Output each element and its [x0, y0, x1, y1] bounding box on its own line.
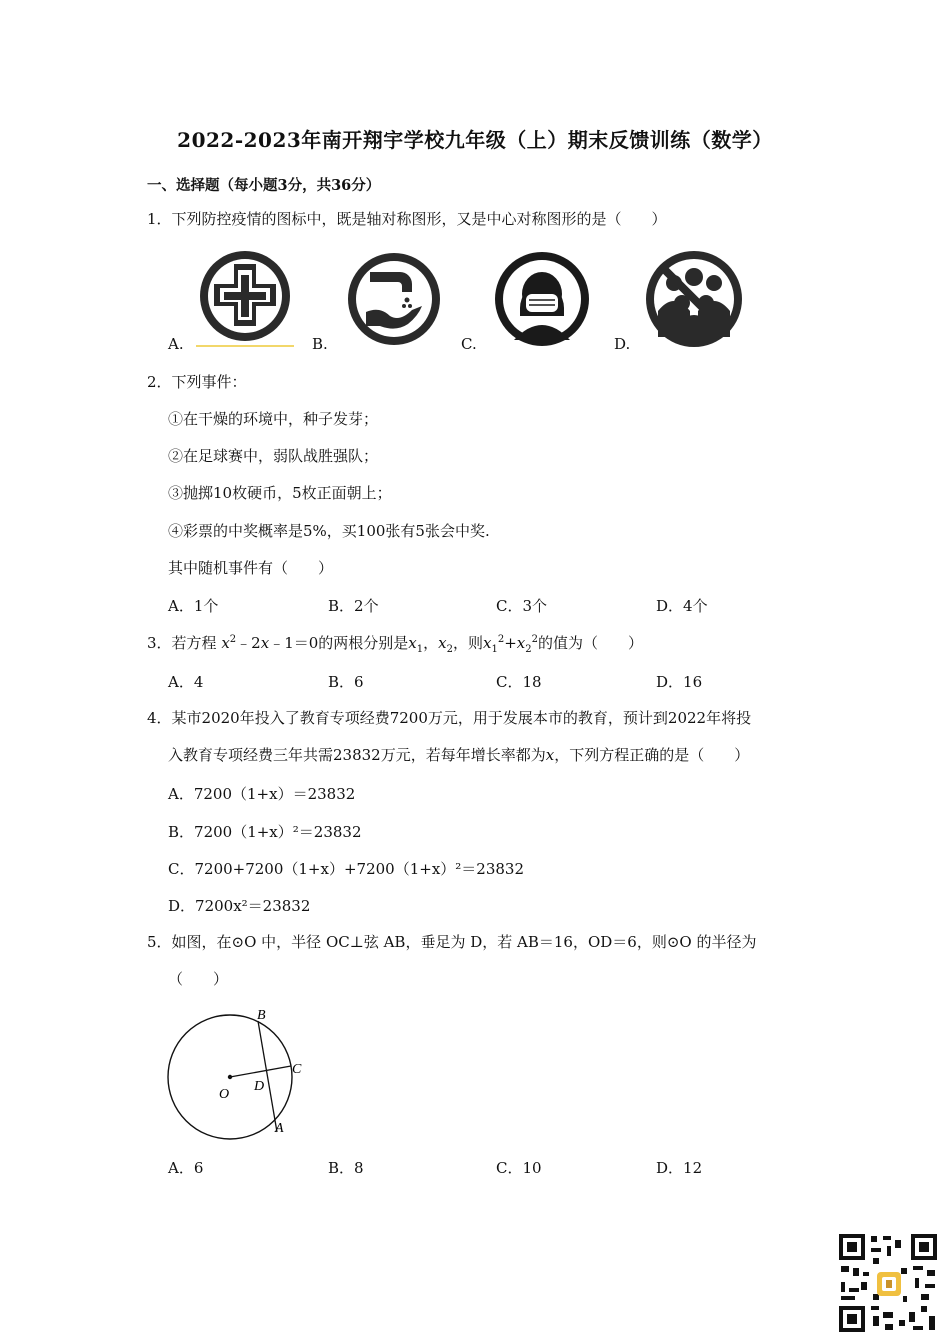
q4-option-c: C．7200+7200（1+x）+7200（1+x）²＝23832: [168, 860, 525, 878]
question-5-line-2: （ ）: [168, 970, 229, 988]
label-o: O: [219, 1087, 230, 1102]
page-title: 2022-2023年南开翔宇学校九年级（上）期末反馈训练（数学）: [177, 128, 773, 152]
circle-geometry-figure: [160, 1000, 320, 1145]
q2-option-a: A．1个: [168, 597, 219, 615]
question-4-line-1: 4．某市2020年投入了教育专项经费7200万元，用于发展本市的教育，预计到2022年将投: [147, 709, 752, 727]
q2-option-c: C．3个: [496, 597, 548, 615]
label-a: A: [275, 1121, 284, 1136]
q3-option-c: C．18: [496, 673, 542, 691]
hand-washing-icon: [344, 250, 444, 348]
q2-option-d: D．4个: [656, 597, 708, 615]
q4-option-d: D．7200x²＝23832: [168, 897, 311, 915]
question-1-stem: 1．下列防控疫情的图标中，既是轴对称图形，又是中心对称图形的是（ ）: [147, 210, 667, 228]
q5-option-a: A．6: [168, 1159, 204, 1177]
q1-label-a: A.: [168, 335, 184, 353]
question-4-line-2: 入教育专项经费三年共需23832万元，若每年增长率都为x，下列方程正确的是（ ）: [168, 746, 750, 764]
q2-item-4: ④彩票的中奖概率是5%，买100张有5张会中奖.: [168, 522, 490, 540]
radius-oc: [230, 1066, 291, 1077]
q4-option-b: B．7200（1+x）²＝23832: [168, 823, 362, 841]
label-b: B: [257, 1008, 266, 1023]
q3-option-b: B．6: [328, 673, 364, 691]
question-3-stem: 3．若方程 $x^2﹣2x﹣1=0$的两根分别是$x_1$，$x_2$，则$x_1^2+x_2^2$的值为（ ）: [147, 634, 644, 655]
section-heading: 一、选择题（每小题3分，共36分）: [147, 177, 381, 194]
qr-code-icon[interactable]: [837, 1232, 939, 1334]
no-gathering-icon: [644, 249, 744, 349]
q5-option-b: B．8: [328, 1159, 364, 1177]
label-c: C: [292, 1062, 302, 1077]
q2-item-3: ③抛掷10枚硬币，5枚正面朝上；: [168, 484, 392, 502]
answer-underline: [196, 345, 294, 347]
center-point: [228, 1075, 232, 1079]
q1-label-b: B.: [312, 335, 328, 353]
q1-label-d: D.: [614, 335, 631, 353]
q3-option-d: D．16: [656, 673, 703, 691]
medical-cross-icon: [194, 248, 296, 344]
q4-option-a: A．7200（1+x）＝23832: [168, 785, 356, 803]
q5-option-c: C．10: [496, 1159, 542, 1177]
question-2-stem: 2．下列事件：: [147, 373, 247, 391]
q2-option-b: B．2个: [328, 597, 379, 615]
q2-item-1: ①在干燥的环境中，种子发芽；: [168, 410, 379, 428]
q5-option-d: D．12: [656, 1159, 703, 1177]
q1-label-c: C.: [461, 335, 477, 353]
q2-ask: 其中随机事件有（ ）: [168, 559, 334, 577]
q3-option-a: A．4: [168, 673, 204, 691]
mask-face-icon: [492, 250, 592, 348]
label-d: D: [254, 1079, 265, 1094]
q2-item-2: ②在足球赛中，弱队战胜强队；: [168, 447, 379, 465]
question-5-line-1: 5．如图，在⊙O 中，半径 OC⊥弦 AB，垂足为 D，若 AB＝16，OD＝6，则⊙O 的半径为: [147, 933, 757, 951]
chord-ab: [258, 1021, 277, 1132]
